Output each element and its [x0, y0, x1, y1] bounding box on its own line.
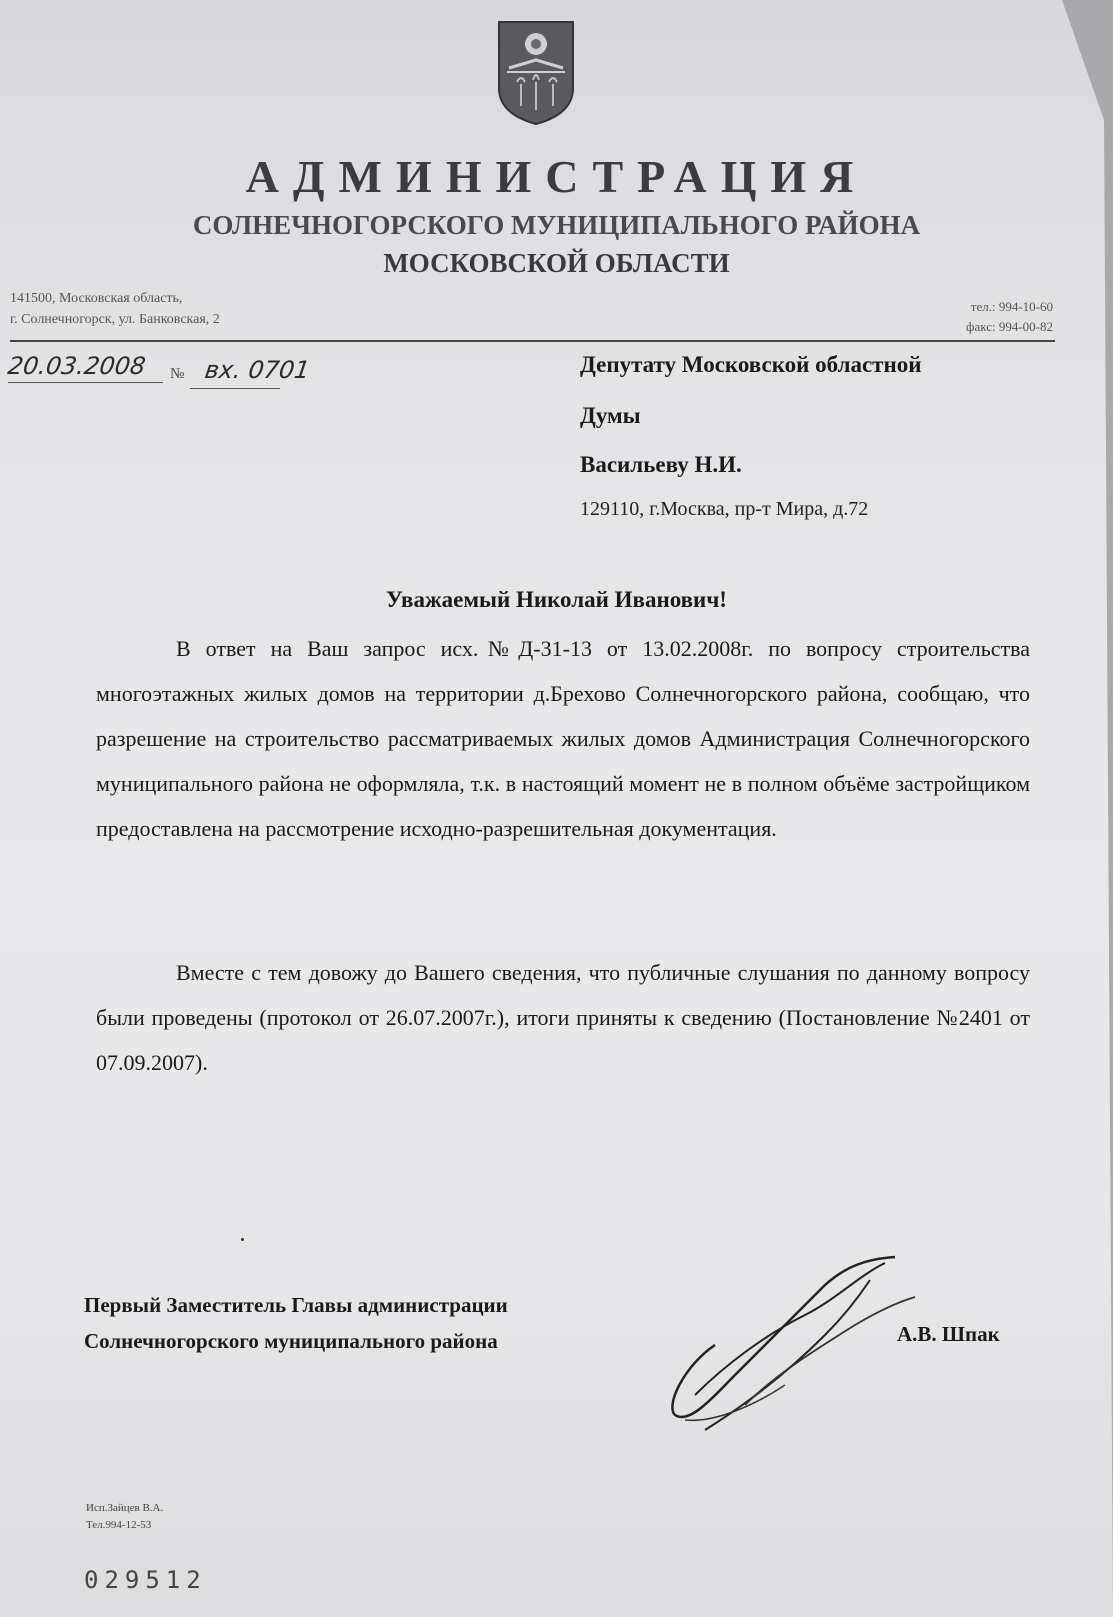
salutation: Уважаемый Николай Иванович!	[386, 587, 727, 612]
signatory-title	[84, 1287, 508, 1359]
registration-date: 20.03.2008	[6, 352, 148, 380]
letterhead-divider	[10, 340, 1055, 342]
sender-address	[10, 288, 220, 330]
sender-address-line: 141500, Московская область,	[10, 291, 183, 306]
recipient-position: Депутату Московской областной	[580, 352, 922, 377]
letterhead-region: МОСКОВСКОЙ ОБЛАСТИ	[383, 248, 730, 278]
number-sign: №	[170, 366, 185, 382]
coat-of-arms-emblem	[495, 18, 577, 126]
form-serial-number: 029512	[84, 1566, 207, 1594]
signatory-name: А.В. Шпак	[897, 1322, 1000, 1346]
body-paragraph: В ответ на Ваш запрос исх.№Д-31-13 от 13.02.2008г. по вопросу строительства многоэтажных жилых домов на территории д.Брехово Солнечногорского района, сообщаю, что разрешение на строительство рассматриваемых жилых домов Администрация Солнечногорского муниципального района не оформляла, т.к. в настоящий момент не в полном объёме застройщиком предоставлена на рассмотрение исходно-разрешительная документация.	[96, 636, 1030, 841]
signatory-title-line: Солнечногорского муниципального района	[84, 1329, 498, 1353]
recipient-position-cont: Думы	[580, 403, 641, 428]
recipient-name: Васильеву Н.И.	[580, 452, 742, 477]
registration-number: вх. 0701	[203, 356, 312, 384]
letterhead-subtitle: СОЛНЕЧНОГОРСКОГО МУНИЦИПАЛЬНОГО РАЙОНА	[192, 210, 921, 240]
sender-contacts	[966, 297, 1053, 337]
date-underline	[8, 382, 163, 383]
body-paragraph: Вместе с тем довожу до Вашего сведения, что публичные слушания по данному вопросу были проведены (протокол от 26.07.2007г.), итоги приняты к сведению (Постановление №2401 от 07.09.2007).	[96, 960, 1030, 1075]
letterhead-title: АДМИНИСТРАЦИЯ	[245, 151, 868, 202]
signatory-title-line: Первый Заместитель Главы администрации	[84, 1293, 508, 1317]
number-underline	[190, 388, 280, 389]
executor-name: Исп.Зайцев В.А.	[86, 1502, 164, 1514]
recipient-address: 129110, г.Москва, пр-т Мира, д.72	[580, 498, 869, 520]
sender-fax: факс: 994-00-82	[966, 319, 1053, 334]
sender-address-line: г. Солнечногорск, ул. Банковская, 2	[10, 312, 220, 327]
executor-phone: Тел.994-12-53	[86, 1519, 152, 1531]
sender-phone: тел.: 994-10-60	[970, 299, 1053, 314]
ink-dot	[241, 1238, 244, 1241]
handwritten-signature	[655, 1255, 925, 1440]
executor-info	[86, 1500, 163, 1534]
